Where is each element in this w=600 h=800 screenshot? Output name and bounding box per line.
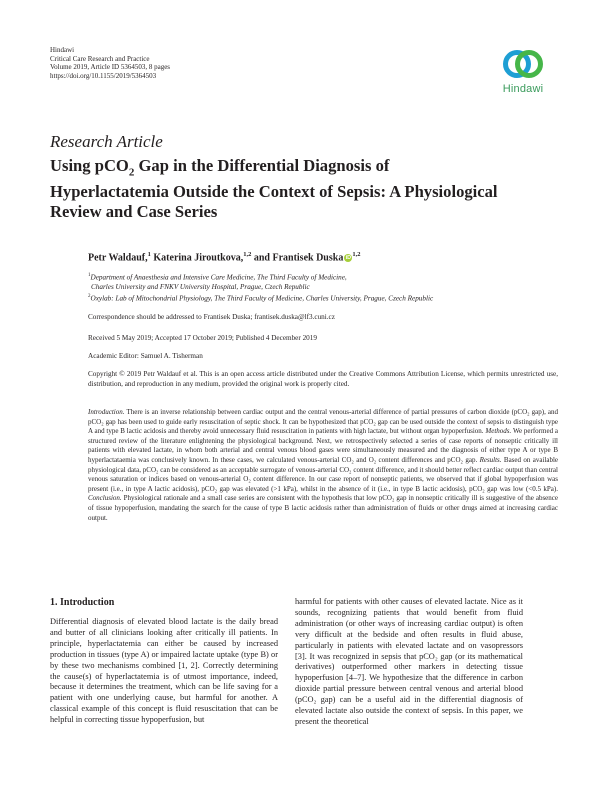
affil-sup: 2: [88, 294, 91, 300]
author-and: and: [253, 252, 270, 264]
author-affil-sup: 1: [147, 251, 151, 258]
abstract: [88, 408, 558, 523]
affiliations: [88, 271, 558, 304]
correspondence: Correspondence should be addressed to Frantisek Duska; frantisek.duska@lf3.cuni.cz: [88, 313, 335, 321]
title-part: Using pCO: [50, 156, 129, 175]
affiliation-text: Charles University and FNKV University Hospital, Prague, Czech Republic: [91, 283, 310, 292]
hindawi-logo-icon: [501, 46, 545, 82]
author-list: [88, 251, 360, 263]
abstract-text: There is an inverse relationship between cardiac output and the central venous-arterial difference of partial pressures of carbon dioxide (pCO₂ gap), and pCO₂ gap has been used to guide early resuscitation of septic shock. It can be hypothesized that pCO₂ gap can be used outside the context of sepsis to distinguish type A and type B lactic acidosis and thereby avoid unnecessary fluid resuscitation in patients with high lactate, but without organ hypoperfusion.: [88, 408, 558, 436]
section-heading: 1. Introduction: [50, 597, 115, 608]
abstract-label: Methods.: [485, 427, 512, 436]
abstract-label: Conclusion.: [88, 494, 122, 503]
author-affil-sup: 1,2: [243, 251, 252, 258]
academic-editor: Academic Editor: Samuel A. Tisherman: [88, 352, 203, 360]
abstract-label: Introduction.: [88, 408, 125, 416]
abstract-text: Based on available physiological data, pCO₂ can be considered as an acceptable surrogate of venous-arterial CO₂ content difference, and it should better reflect cardiac output than central venous saturation or indices based on venous-arterial O₂ content difference. In our case report of nonseptic patients, we observed that if global hypoperfusion was present (i.e., in type A lactic acidosis), pCO₂ gap was elevated (>1 kPa), whilst in the absence of it (i.e., in type B lactic acidosis), pCO₂ gap was low (<0.5 kPa).: [88, 455, 558, 493]
title-part: Gap in the Differential Diagnosis of: [134, 156, 390, 175]
author-name[interactable]: Frantisek Duska: [272, 252, 344, 264]
article-type: Research Article: [50, 132, 163, 151]
doi-link[interactable]: https://doi.org/10.1155/2019/5364503: [50, 71, 157, 80]
publisher-logo: [495, 46, 551, 95]
abstract-label: Results.: [479, 455, 502, 464]
abstract-text: We performed a structured review of the literature enlightening the physiological background. Next, we retrospectively selected a series of case reports of nonseptic critically ill patients with elevated lactate, in whom both arterial and central venous blood gases were simultaneously measured and the diagnosis of either type A or type B hyperlactataemia was conclusively known. In these cases, we calculated venous-arterial CO₂ and O₂ content differences and pCO₂ gap.: [88, 427, 558, 464]
journal-info: [50, 46, 170, 80]
author-affil-sup: 1,2: [352, 251, 361, 258]
publisher-name: Hindawi: [50, 46, 75, 54]
author-name[interactable]: Petr Waldauf,: [88, 252, 148, 264]
title-subscript: 2: [128, 166, 135, 179]
copyright-notice: Copyright © 2019 Petr Waldauf et al. This is an open access article distributed under the Creative Commons Attribution License, which permits unrestricted use, distribution, and reproduction in any medium, provided the original work is properly cited.: [88, 370, 558, 388]
abstract-text: Physiological rationale and a small case series are consistent with the hypothesis that low pCO₂ gap in nonseptic critically ill is suggestive of the absence of tissue hypoperfusion, mandating the search for the cause of type B lactic acidosis rather than administration of fluids or other drugs aimed at increasing cardiac output.: [88, 494, 559, 522]
volume-line: Volume 2019, Article ID 5364503, 8 pages: [50, 63, 171, 71]
logo-text: Hindawi: [502, 83, 544, 95]
dates-line: Received 5 May 2019; Accepted 17 October 2019; Published 4 December 2019: [88, 334, 317, 342]
affiliation-text: Oxylab: Lab of Mitochondrial Physiology, The Third Faculty of Medicine, Charles University, Prague, Czech Republic: [90, 294, 434, 303]
orcid-icon[interactable]: iD: [345, 255, 352, 262]
author-name[interactable]: Katerina Jiroutkova,: [153, 252, 244, 264]
title-line: Hyperlactatemia Outside the Context of Sepsis: A Physiological: [50, 182, 498, 202]
affil-sup: 1: [88, 273, 91, 278]
body-column-left: Differential diagnosis of elevated blood lactate is the daily bread and butter of all clinicians looking after critically ill patients. In principle, hyperlactatemia can either be caused by increased production in tissues (type A) or impaired lactate uptake (type B) or by these two mechanisms combined [1, 2]. Correctly determining the cause(s) of hyperlactatemia is of utmost importance, indeed, because it determines the treatment, which can be life saving for a patient with one underlying cause, but harmful for another. A classical example of this concept is fluid resuscitation that can be helpful in correcting tissue hypoperfusion, but: [50, 617, 278, 725]
article-title: [50, 156, 560, 222]
title-line: Review and Case Series: [50, 202, 218, 222]
journal-name: Critical Care Research and Practice: [50, 54, 150, 63]
affiliation-text: Department of Anaesthesia and Intensive Care Medicine, The Third Faculty of Medicine,: [90, 273, 347, 282]
body-column-right: harmful for patients with other causes of elevated lactate. Nice as it sounds, recognizing patients that would benefit from fluid administration (or other ways of increasing cardiac output) is often very difficult at the bedside and often results in fluid abuse, particularly in patients with elevated lactate and on vasopressors [3]. It was recognized in sepsis that pCO₂ gap (or its mathematical derivatives) outperformed other markers in detecting tissue hypoperfusion [4–7]. We hypothesize that the difference in carbon dioxide partial pressure between central venous and arterial blood (pCO₂ gap) can be a useful aid in the differential diagnosis of elevated lactate also outside the context of sepsis. In this paper, we present the theoretical: [295, 597, 523, 726]
